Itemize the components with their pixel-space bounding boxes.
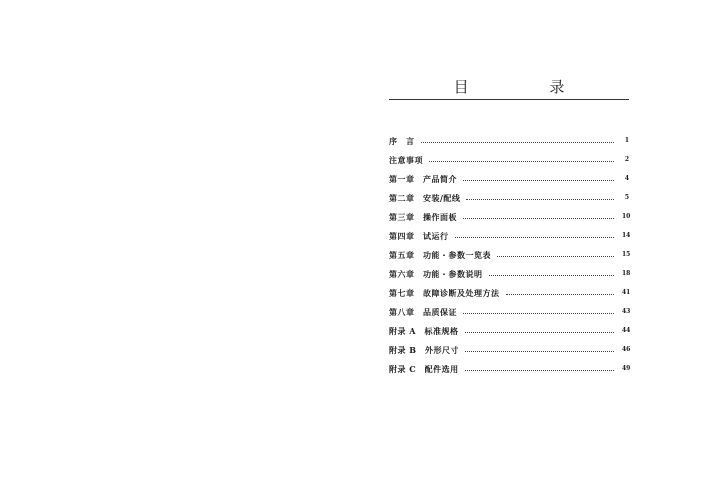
toc-entry-page: 10 — [622, 212, 631, 220]
toc-entry-page: 1 — [624, 136, 629, 144]
toc-entry-label: 第五章 功能・参数一览表 — [389, 249, 491, 260]
toc-entry-chapter-2[interactable] — [389, 188, 629, 207]
dot-leader — [465, 370, 614, 371]
toc-entry-chapter-7[interactable] — [389, 283, 629, 302]
dot-leader — [429, 161, 614, 162]
toc-entry-label: 第七章 故障诊断及处理方法 — [389, 287, 500, 298]
toc-entry-page: 49 — [622, 364, 631, 372]
toc-entry-chapter-3[interactable] — [389, 207, 629, 226]
toc-entry-label: 附录 A 标准规格 — [389, 325, 459, 336]
dot-leader — [489, 275, 615, 276]
toc-entry-label: 附录 B 外形尺寸 — [389, 344, 460, 355]
toc-list — [389, 131, 629, 378]
toc-entry-label: 第八章 品质保证 — [389, 306, 457, 317]
toc-entry-appendix-a[interactable] — [389, 321, 629, 340]
dot-leader — [465, 332, 615, 333]
dot-leader — [463, 313, 614, 314]
toc-entry-page: 15 — [622, 250, 631, 258]
dot-leader — [455, 237, 615, 238]
dot-leader — [466, 199, 614, 200]
dot-leader — [506, 294, 615, 295]
toc-entry-chapter-6[interactable] — [389, 264, 629, 283]
toc-entry-page: 14 — [622, 231, 631, 239]
toc-entry-page: 44 — [622, 326, 631, 334]
toc-entry-page: 43 — [622, 307, 631, 315]
toc-entry-page: 2 — [624, 155, 629, 163]
toc-entry-chapter-5[interactable] — [389, 245, 629, 264]
toc-entry-precautions[interactable] — [389, 150, 629, 169]
table-of-contents — [389, 76, 631, 374]
toc-title: 目 录 — [453, 78, 603, 96]
toc-entry-label: 序 言 — [389, 135, 415, 146]
toc-entry-chapter-1[interactable] — [389, 169, 629, 188]
toc-entry-appendix-b[interactable] — [389, 340, 629, 359]
toc-entry-chapter-4[interactable] — [389, 226, 629, 245]
dot-leader — [463, 218, 614, 219]
toc-entry-page: 41 — [622, 288, 631, 296]
toc-entry-label: 第四章 试运行 — [389, 230, 449, 241]
toc-entry-label: 注意事项 — [389, 154, 423, 165]
toc-entry-page: 5 — [624, 193, 629, 201]
dot-leader — [497, 256, 614, 257]
toc-entry-chapter-8[interactable] — [389, 302, 629, 321]
toc-entry-label: 第三章 操作面板 — [389, 211, 457, 222]
dot-leader — [465, 351, 614, 352]
toc-entry-appendix-c[interactable] — [389, 359, 629, 378]
toc-entry-page: 4 — [624, 174, 629, 182]
dot-leader — [421, 142, 615, 143]
toc-entry-label: 第一章 产品简介 — [389, 173, 457, 184]
toc-entry-page: 46 — [622, 345, 631, 353]
toc-entry-label: 第二章 安装/配线 — [389, 192, 461, 203]
dot-leader — [463, 180, 614, 181]
toc-entry-label: 附录 C 配件选用 — [389, 363, 459, 374]
toc-entry-preface[interactable] — [389, 131, 629, 150]
toc-entry-page: 18 — [622, 269, 631, 277]
toc-entry-label: 第六章 功能・参数说明 — [389, 268, 483, 279]
title-underline — [389, 99, 629, 100]
